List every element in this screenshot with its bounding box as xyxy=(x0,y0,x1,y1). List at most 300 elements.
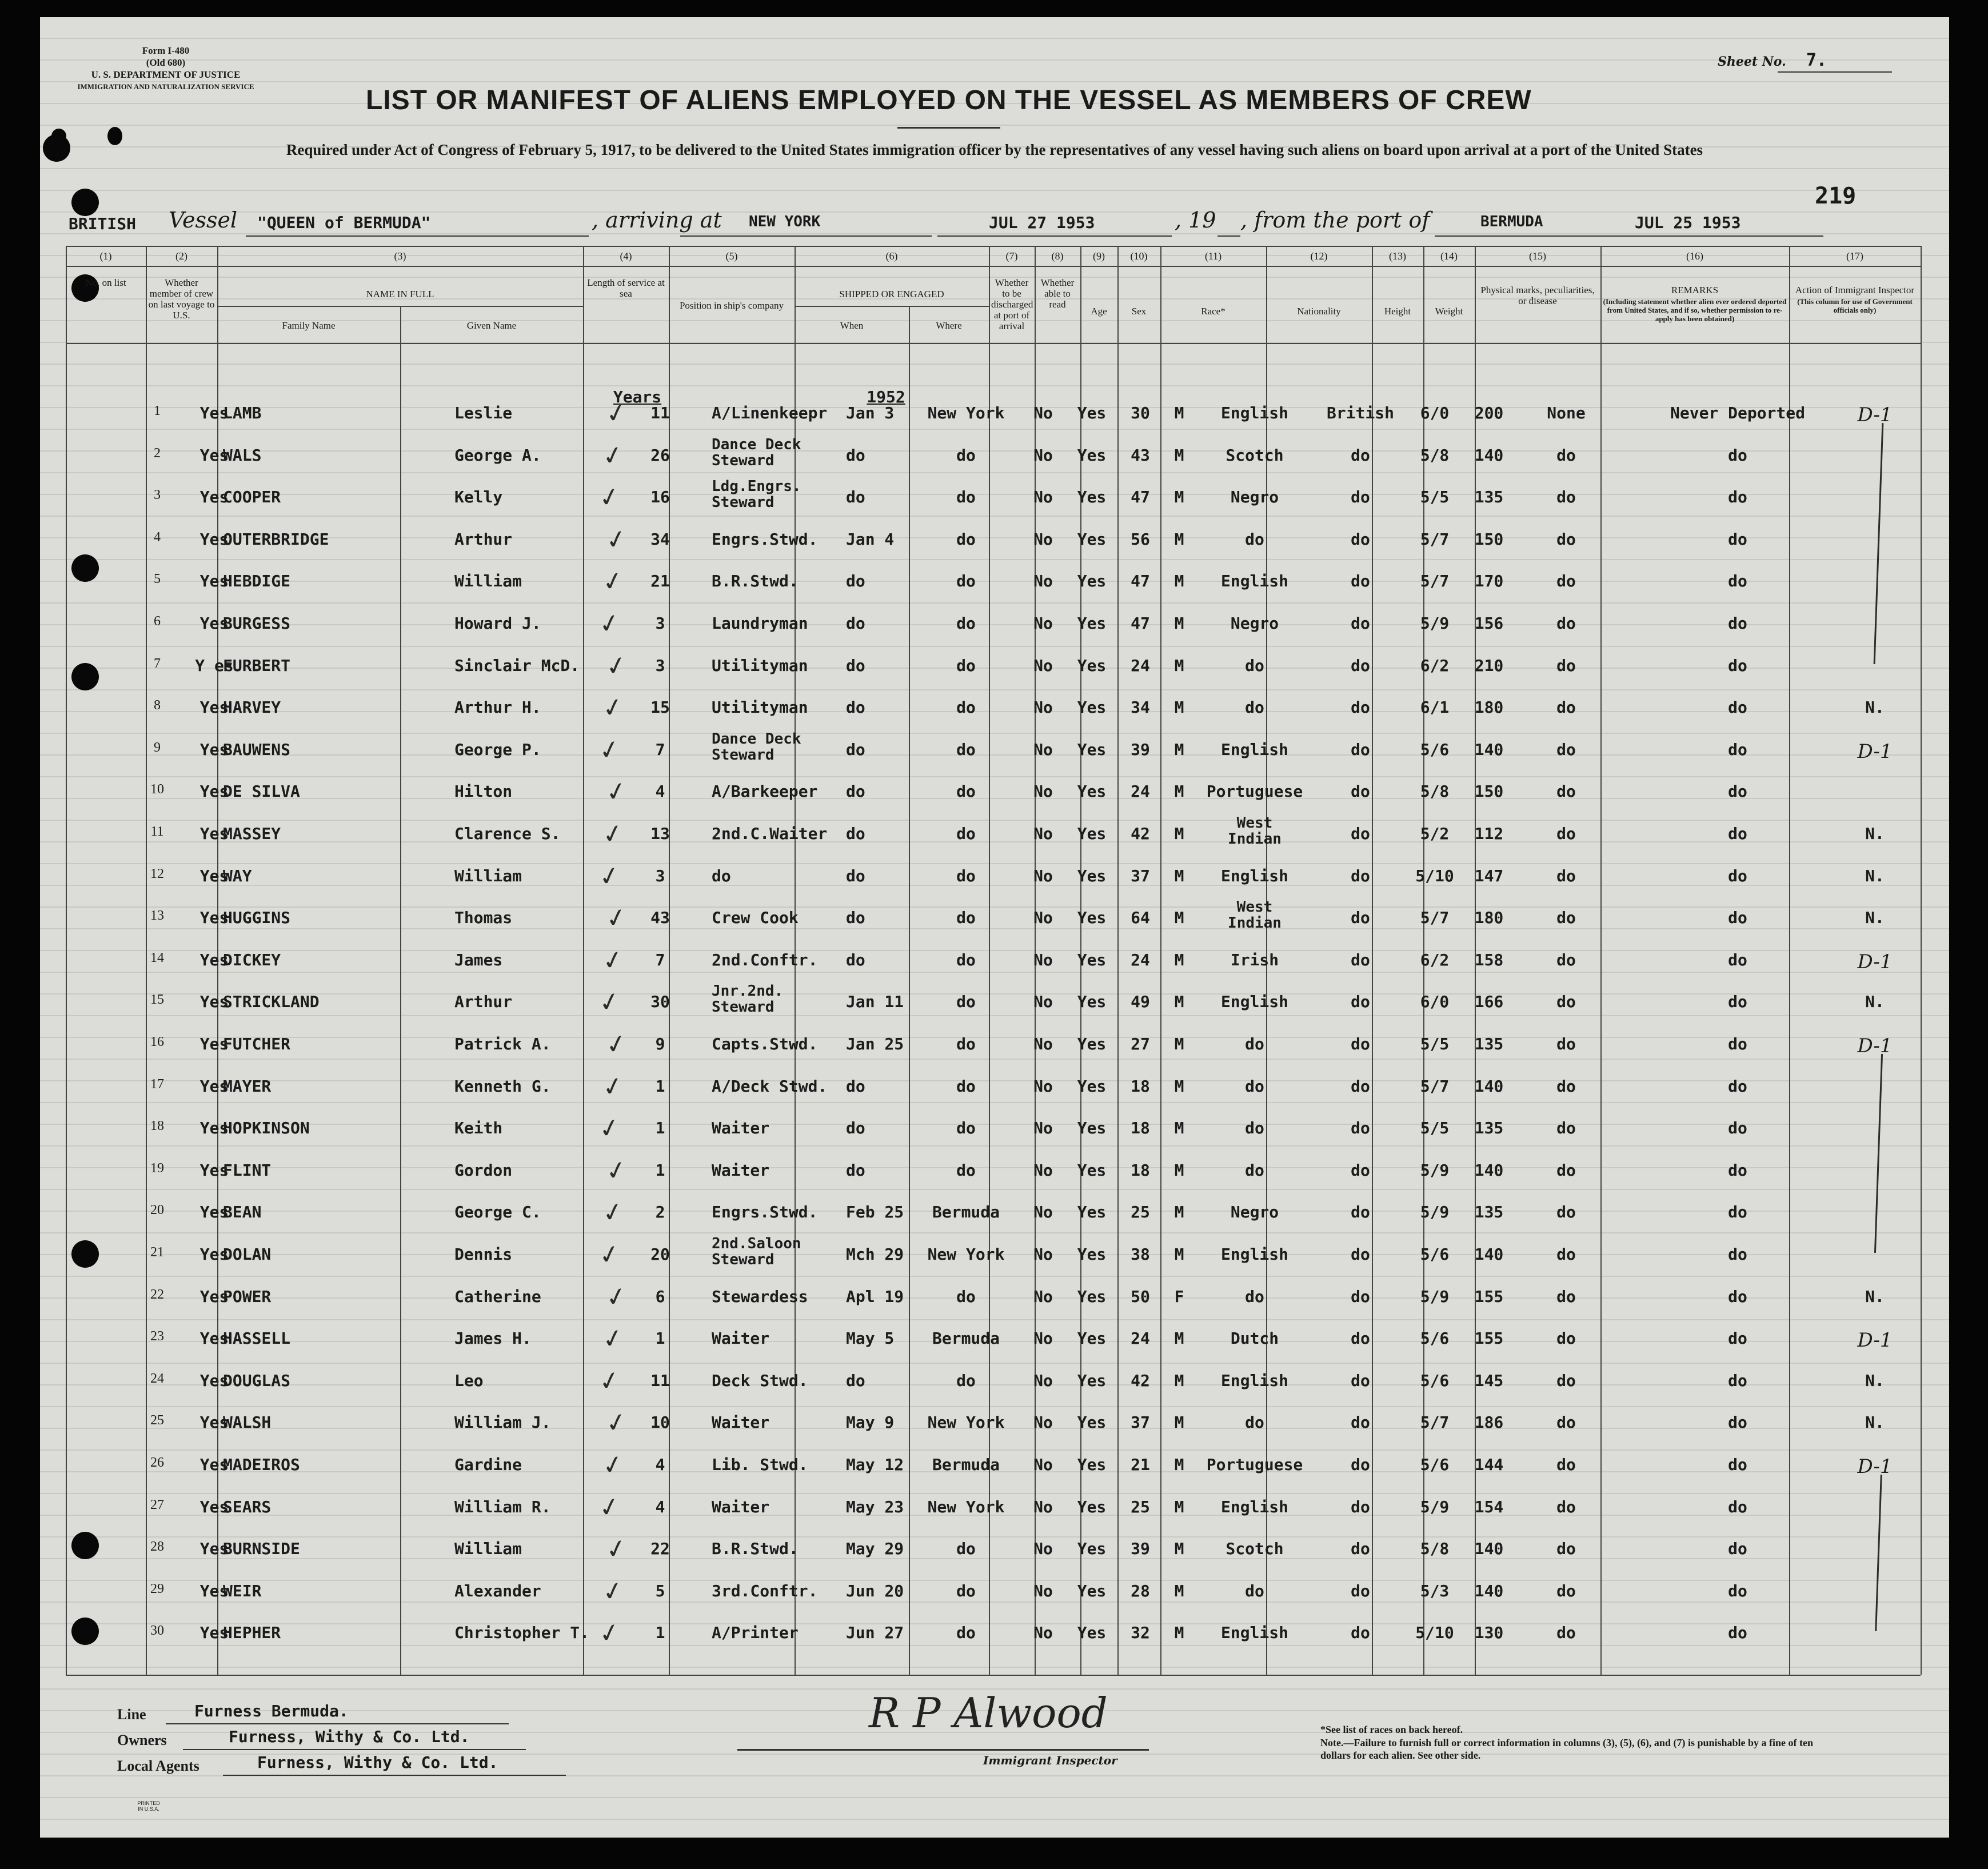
able-to-read: Yes xyxy=(1077,740,1107,759)
weight: 154 xyxy=(1474,1497,1504,1516)
service-years: 1 xyxy=(655,1119,665,1138)
age: 47 xyxy=(1131,614,1150,633)
discharged: No xyxy=(1033,614,1053,633)
position: Waiter xyxy=(712,1119,770,1138)
inspector-bracket-line xyxy=(1875,1475,1882,1631)
physical-marks: do xyxy=(1556,572,1576,591)
nationality: do xyxy=(1351,1035,1370,1053)
given-name: William R. xyxy=(454,1497,551,1516)
column-number-c11: (11) xyxy=(1204,250,1222,262)
inspector-action: N. xyxy=(1865,698,1885,717)
given-name: Gardine xyxy=(454,1455,522,1474)
column-header-c14: Weight xyxy=(1435,306,1463,317)
shipped-when: May 9 xyxy=(846,1413,895,1432)
discharged: No xyxy=(1033,445,1053,465)
sex: M xyxy=(1174,1455,1184,1474)
weight: 156 xyxy=(1474,614,1504,633)
age: 24 xyxy=(1131,656,1150,675)
discharged: No xyxy=(1033,529,1053,549)
height: 5/5 xyxy=(1420,488,1450,507)
given-name: Gordon xyxy=(454,1160,513,1180)
remarks: do xyxy=(1728,740,1747,759)
physical-marks: do xyxy=(1556,698,1576,717)
position-line: Dance Deck xyxy=(712,730,801,748)
sex: M xyxy=(1174,488,1184,507)
shipped-where: do xyxy=(956,782,976,801)
column-header-c10: Sex xyxy=(1131,306,1147,317)
position: A/Linenkeepr xyxy=(712,404,828,422)
remarks: do xyxy=(1728,572,1747,591)
remarks: do xyxy=(1728,1035,1747,1053)
position: Utilityman xyxy=(712,698,808,717)
position: Deck Stwd. xyxy=(712,1371,808,1390)
height: 5/7 xyxy=(1420,1076,1450,1096)
shipped-when: May 29 xyxy=(846,1539,904,1559)
height: 5/9 xyxy=(1420,1203,1450,1222)
check-mark: ✓ xyxy=(600,1575,626,1608)
able-to-read: Yes xyxy=(1077,1287,1107,1306)
discharged: No xyxy=(1033,908,1053,928)
discharged: No xyxy=(1033,1329,1053,1348)
inspector-action: D-1 xyxy=(1857,1035,1893,1057)
given-name: Kenneth G. xyxy=(454,1076,551,1096)
able-to-read: Yes xyxy=(1077,1497,1107,1516)
shipped-where: do xyxy=(956,1076,976,1096)
page-subtitle: Required under Act of Congress of February 5, 1917, to be delivered to the United States immigration officer by the representatives of any vessel having such aliens on board upon arrival at a port of the United States xyxy=(286,141,1703,158)
able-to-read: Yes xyxy=(1077,529,1107,549)
remarks: Never Deported xyxy=(1670,404,1806,422)
family-name: DE SILVA xyxy=(223,782,300,801)
given-name: William J. xyxy=(454,1413,551,1432)
discharged: No xyxy=(1033,572,1053,591)
service-years: 4 xyxy=(655,1497,665,1516)
discharged: No xyxy=(1033,1076,1053,1096)
sex: M xyxy=(1174,992,1184,1012)
height: 5/7 xyxy=(1420,572,1450,591)
shipped-when: Jun 27 xyxy=(846,1623,904,1643)
able-to-read: Yes xyxy=(1077,1160,1107,1180)
weight: 147 xyxy=(1474,866,1504,885)
races-note: *See list of races on back hereof. xyxy=(1320,1724,1463,1735)
last-voyage: Yes xyxy=(199,445,229,465)
age: 32 xyxy=(1131,1623,1150,1643)
weight: 135 xyxy=(1474,488,1504,507)
nationality: do xyxy=(1351,614,1370,633)
inspector-action: N. xyxy=(1865,992,1885,1012)
discharged: No xyxy=(1033,1035,1053,1053)
check-mark: ✓ xyxy=(600,1322,626,1356)
discharged: No xyxy=(1033,1119,1053,1138)
row-number: 28 xyxy=(150,1539,164,1555)
position: Crew Cook xyxy=(712,908,799,928)
height: 5/5 xyxy=(1420,1119,1450,1138)
weight: 210 xyxy=(1474,656,1504,675)
line-underline xyxy=(166,1723,509,1724)
sheet-number-value: 7. xyxy=(1806,50,1827,70)
shipped-where: New York xyxy=(927,1497,1005,1516)
discharged: No xyxy=(1033,1413,1053,1432)
page-number: 219 xyxy=(1815,183,1857,209)
weight: 158 xyxy=(1474,950,1504,969)
physical-marks: do xyxy=(1556,1413,1576,1432)
given-name: Clarence S. xyxy=(454,824,561,843)
row-number: 22 xyxy=(150,1287,164,1302)
service-years: 26 xyxy=(650,445,670,465)
column-subheader-when: When xyxy=(840,320,864,331)
shipped-when: Jan 25 xyxy=(846,1035,904,1053)
position: Utilityman xyxy=(712,656,808,675)
last-voyage: Yes xyxy=(199,404,229,422)
row-number: 7 xyxy=(154,656,161,671)
row-number: 3 xyxy=(154,488,161,503)
departure-date: JUL 25 1953 xyxy=(1635,213,1741,232)
height: 5/8 xyxy=(1420,445,1450,465)
race: do xyxy=(1245,1035,1264,1053)
nationality: do xyxy=(1351,1160,1370,1180)
arriving-label: , arriving at xyxy=(592,207,722,233)
column-header-c13: Height xyxy=(1384,306,1411,317)
service-years: 3 xyxy=(655,866,665,885)
race: Negro xyxy=(1230,488,1279,507)
family-name: LAMB xyxy=(223,404,262,422)
discharged: No xyxy=(1033,1539,1053,1559)
family-name: OUTERBRIDGE xyxy=(223,529,329,549)
family-name: MASSEY xyxy=(223,824,281,843)
height: 5/6 xyxy=(1420,1371,1450,1390)
service-years: 30 xyxy=(650,992,670,1012)
sex: M xyxy=(1174,1413,1184,1432)
given-name: Kelly xyxy=(454,488,503,507)
given-name: Arthur H. xyxy=(454,698,541,717)
inspector-action: D-1 xyxy=(1857,740,1893,763)
given-name: George P. xyxy=(454,740,541,759)
given-name: James xyxy=(454,950,503,969)
shipped-when: do xyxy=(846,1371,865,1390)
shipped-where: do xyxy=(956,1287,976,1306)
family-name: FLINT xyxy=(223,1160,272,1180)
height: 5/10 xyxy=(1415,866,1454,885)
weight: 145 xyxy=(1474,1371,1504,1390)
service-years: 11 xyxy=(650,1371,670,1390)
physical-marks: do xyxy=(1556,1329,1576,1348)
remarks: do xyxy=(1728,782,1747,801)
check-mark: ✓ xyxy=(603,1028,630,1061)
race-line: West xyxy=(1236,814,1273,832)
shipped-when: do xyxy=(846,1076,865,1096)
family-name: HEBDIGE xyxy=(223,572,291,591)
height: 6/1 xyxy=(1420,698,1450,717)
physical-marks: do xyxy=(1556,529,1576,549)
age: 42 xyxy=(1131,1371,1150,1390)
sex: M xyxy=(1174,1203,1184,1222)
punch-hole xyxy=(71,1532,99,1559)
able-to-read: Yes xyxy=(1077,614,1107,633)
shipped-where: do xyxy=(956,1119,976,1138)
check-mark: ✓ xyxy=(603,1407,630,1440)
table-column-rule xyxy=(1600,246,1602,1675)
nationality: do xyxy=(1351,488,1370,507)
physical-marks: do xyxy=(1556,488,1576,507)
height: 5/7 xyxy=(1420,908,1450,928)
check-mark: ✓ xyxy=(603,649,630,682)
column-number-c4: (4) xyxy=(620,250,632,262)
row-number: 25 xyxy=(150,1413,164,1428)
last-voyage: Yes xyxy=(199,1539,229,1559)
check-mark: ✓ xyxy=(600,691,626,725)
family-name: HASSELL xyxy=(223,1329,291,1348)
shipped-when: Feb 25 xyxy=(846,1203,904,1222)
check-mark: ✓ xyxy=(596,607,623,641)
last-voyage: Yes xyxy=(199,1413,229,1432)
table-top-rule xyxy=(66,246,1921,247)
penalty-note: Note.—Failure to furnish full or correct information in columns (3), (5), (6), and (7) is punishable by a fine of ten dollars for each alien. See other side. xyxy=(1320,1737,1813,1761)
able-to-read: Yes xyxy=(1077,824,1107,843)
column-number-c16: (16) xyxy=(1686,250,1703,262)
able-to-read: Yes xyxy=(1077,1371,1107,1390)
last-voyage: Yes xyxy=(199,698,229,717)
column-number-c10: (10) xyxy=(1130,250,1148,262)
discharged: No xyxy=(1033,1287,1053,1306)
race-line: Indian xyxy=(1228,830,1282,848)
check-mark: ✓ xyxy=(603,397,630,430)
physical-marks: do xyxy=(1556,1287,1576,1306)
remarks: do xyxy=(1728,445,1747,465)
remarks: do xyxy=(1728,1413,1747,1432)
age: 21 xyxy=(1131,1455,1150,1474)
family-name: DOUGLAS xyxy=(223,1371,291,1390)
weight: 186 xyxy=(1474,1413,1504,1432)
last-voyage: Yes xyxy=(199,866,229,885)
sex: M xyxy=(1174,1160,1184,1180)
service-years: 7 xyxy=(655,740,665,759)
able-to-read: Yes xyxy=(1077,404,1107,422)
check-mark: ✓ xyxy=(596,1112,623,1145)
remarks: do xyxy=(1728,1455,1747,1474)
discharged: No xyxy=(1033,488,1053,507)
position: Stewardess xyxy=(712,1287,808,1306)
column-number-c9: (9) xyxy=(1093,250,1105,262)
race: do xyxy=(1245,1287,1264,1306)
nationality: do xyxy=(1351,950,1370,969)
given-name: Leo xyxy=(454,1371,484,1390)
table-column-rule xyxy=(1117,246,1119,1675)
title-rule xyxy=(897,127,1000,129)
shipped-where: do xyxy=(956,445,976,465)
table-bottom-rule xyxy=(66,1675,1921,1676)
given-name: Alexander xyxy=(454,1581,541,1600)
sex: M xyxy=(1174,740,1184,759)
sex: M xyxy=(1174,950,1184,969)
discharged: No xyxy=(1033,1160,1053,1180)
shipped-where: do xyxy=(956,824,976,843)
given-name: William xyxy=(454,1539,522,1559)
shipped-when: Jun 20 xyxy=(846,1581,904,1600)
weight: 180 xyxy=(1474,698,1504,717)
weight: 140 xyxy=(1474,1245,1504,1264)
family-name: COOPER xyxy=(223,488,281,507)
given-name: James H. xyxy=(454,1329,532,1348)
nationality: do xyxy=(1351,740,1370,759)
race: English xyxy=(1220,740,1289,759)
owners-label: Owners xyxy=(117,1732,167,1748)
shipped-where: do xyxy=(956,1539,976,1559)
age: 39 xyxy=(1131,740,1150,759)
nationality: do xyxy=(1351,529,1370,549)
family-name: WALSH xyxy=(223,1413,272,1432)
weight: 155 xyxy=(1474,1329,1504,1348)
row-number: 18 xyxy=(150,1119,164,1134)
service-years: 9 xyxy=(655,1035,665,1053)
inspector-bracket-line xyxy=(1874,423,1884,664)
race: English xyxy=(1220,404,1289,422)
last-voyage: Yes xyxy=(199,1245,229,1264)
last-voyage: Yes xyxy=(199,1371,229,1390)
position: Waiter xyxy=(712,1160,770,1180)
nationality: do xyxy=(1351,908,1370,928)
family-name: WALS xyxy=(223,445,262,465)
row-number: 5 xyxy=(154,572,161,587)
discharged: No xyxy=(1033,950,1053,969)
shipped-where: New York xyxy=(927,404,1005,422)
column-header-c5: Position in ship's company xyxy=(679,300,784,311)
service-years: 5 xyxy=(655,1581,665,1600)
given-name: Catherine xyxy=(454,1287,541,1306)
remarks: do xyxy=(1728,992,1747,1012)
last-voyage: Yes xyxy=(199,488,229,507)
height: 5/6 xyxy=(1420,740,1450,759)
check-mark: ✓ xyxy=(596,1617,623,1650)
sex: M xyxy=(1174,1035,1184,1053)
height: 5/10 xyxy=(1415,1623,1454,1643)
position: Lib. Stwd. xyxy=(712,1455,808,1474)
nationality: do xyxy=(1351,1371,1370,1390)
sex: M xyxy=(1174,1119,1184,1138)
nationality: do xyxy=(1351,1076,1370,1096)
last-voyage: Yes xyxy=(199,614,229,633)
sex: M xyxy=(1174,1497,1184,1516)
height: 5/7 xyxy=(1420,1413,1450,1432)
height: 5/2 xyxy=(1420,824,1450,843)
weight: 140 xyxy=(1474,1539,1504,1559)
family-name: HARVEY xyxy=(223,698,281,717)
last-voyage: Yes xyxy=(199,1076,229,1096)
signature-line xyxy=(737,1749,1149,1751)
shipped-when: Jan 3 xyxy=(846,404,895,422)
local-agents-label: Local Agents xyxy=(117,1758,199,1774)
physical-marks: do xyxy=(1556,656,1576,675)
inspector-action: N. xyxy=(1865,1371,1885,1390)
service-years: 22 xyxy=(650,1539,670,1559)
punch-hole xyxy=(71,1618,99,1645)
last-voyage: Yes xyxy=(199,740,229,759)
nationality: do xyxy=(1351,1245,1370,1264)
weight: 140 xyxy=(1474,445,1504,465)
weight: 130 xyxy=(1474,1623,1504,1643)
height: 5/9 xyxy=(1420,614,1450,633)
physical-marks: do xyxy=(1556,1160,1576,1180)
weight: 140 xyxy=(1474,740,1504,759)
race: Negro xyxy=(1230,614,1279,633)
able-to-read: Yes xyxy=(1077,1035,1107,1053)
family-name: POWER xyxy=(223,1287,272,1306)
row-number: 10 xyxy=(150,782,164,797)
position: Engrs.Stwd. xyxy=(712,529,818,549)
race: Dutch xyxy=(1230,1329,1279,1348)
able-to-read: Yes xyxy=(1077,1413,1107,1432)
remarks: do xyxy=(1728,698,1747,717)
column-header-c15: Physical marks, peculiarities, or disease xyxy=(1480,285,1595,306)
race: English xyxy=(1220,1623,1289,1643)
remarks: do xyxy=(1728,529,1747,549)
age: 39 xyxy=(1131,1539,1150,1559)
position: do xyxy=(712,866,731,885)
check-mark: ✓ xyxy=(600,1070,626,1103)
row-number: 4 xyxy=(154,529,161,545)
remarks: do xyxy=(1728,1539,1747,1559)
physical-marks: do xyxy=(1556,950,1576,969)
family-name: WAY xyxy=(223,866,252,885)
shipped-when: May 23 xyxy=(846,1497,904,1516)
shipped-when: Jan 4 xyxy=(846,529,895,549)
position: B.R.Stwd. xyxy=(712,1539,799,1559)
physical-marks: do xyxy=(1556,1245,1576,1264)
table-colnum-rule xyxy=(66,266,1921,267)
row-number: 26 xyxy=(150,1455,164,1470)
position: B.R.Stwd. xyxy=(712,572,799,591)
physical-marks: do xyxy=(1556,866,1576,885)
height: 5/7 xyxy=(1420,529,1450,549)
weight: 140 xyxy=(1474,1076,1504,1096)
vessel-name-underline xyxy=(246,235,589,237)
able-to-read: Yes xyxy=(1077,1119,1107,1138)
race: do xyxy=(1245,1076,1264,1096)
shipped-where: do xyxy=(956,529,976,549)
race xyxy=(1228,815,1282,847)
able-to-read: Yes xyxy=(1077,698,1107,717)
service-years: 4 xyxy=(655,1455,665,1474)
family-name: DICKEY xyxy=(223,950,281,969)
position: Waiter xyxy=(712,1329,770,1348)
nationality: do xyxy=(1351,782,1370,801)
able-to-read: Yes xyxy=(1077,656,1107,675)
family-name: BURNSIDE xyxy=(223,1539,300,1559)
check-mark: ✓ xyxy=(600,817,626,851)
row-number: 24 xyxy=(150,1371,164,1386)
column-number-c8: (8) xyxy=(1051,250,1064,262)
position-line: Steward xyxy=(712,494,775,512)
service-years: 3 xyxy=(655,614,665,633)
check-mark: ✓ xyxy=(600,944,626,977)
shipped-where: do xyxy=(956,950,976,969)
height: 5/6 xyxy=(1420,1245,1450,1264)
family-name: MADEIROS xyxy=(223,1455,300,1474)
position: Engrs.Stwd. xyxy=(712,1203,818,1222)
position xyxy=(712,437,801,469)
sex: M xyxy=(1174,1245,1184,1264)
year-1952-subhead: 1952 xyxy=(867,388,905,406)
sex: M xyxy=(1174,866,1184,885)
sex: M xyxy=(1174,445,1184,465)
nationality: do xyxy=(1351,1119,1370,1138)
arriving-port-underline xyxy=(680,235,932,237)
column-header-c2: Whether member of crew on last voyage to U.S. xyxy=(148,277,215,321)
weight: 150 xyxy=(1474,782,1504,801)
age: 34 xyxy=(1131,698,1150,717)
shipped-where: Bermuda xyxy=(932,1203,1000,1222)
position-line: 2nd.Saloon xyxy=(712,1235,801,1252)
arrival-date: JUL 27 1953 xyxy=(989,213,1095,232)
shipped-where: do xyxy=(956,1160,976,1180)
